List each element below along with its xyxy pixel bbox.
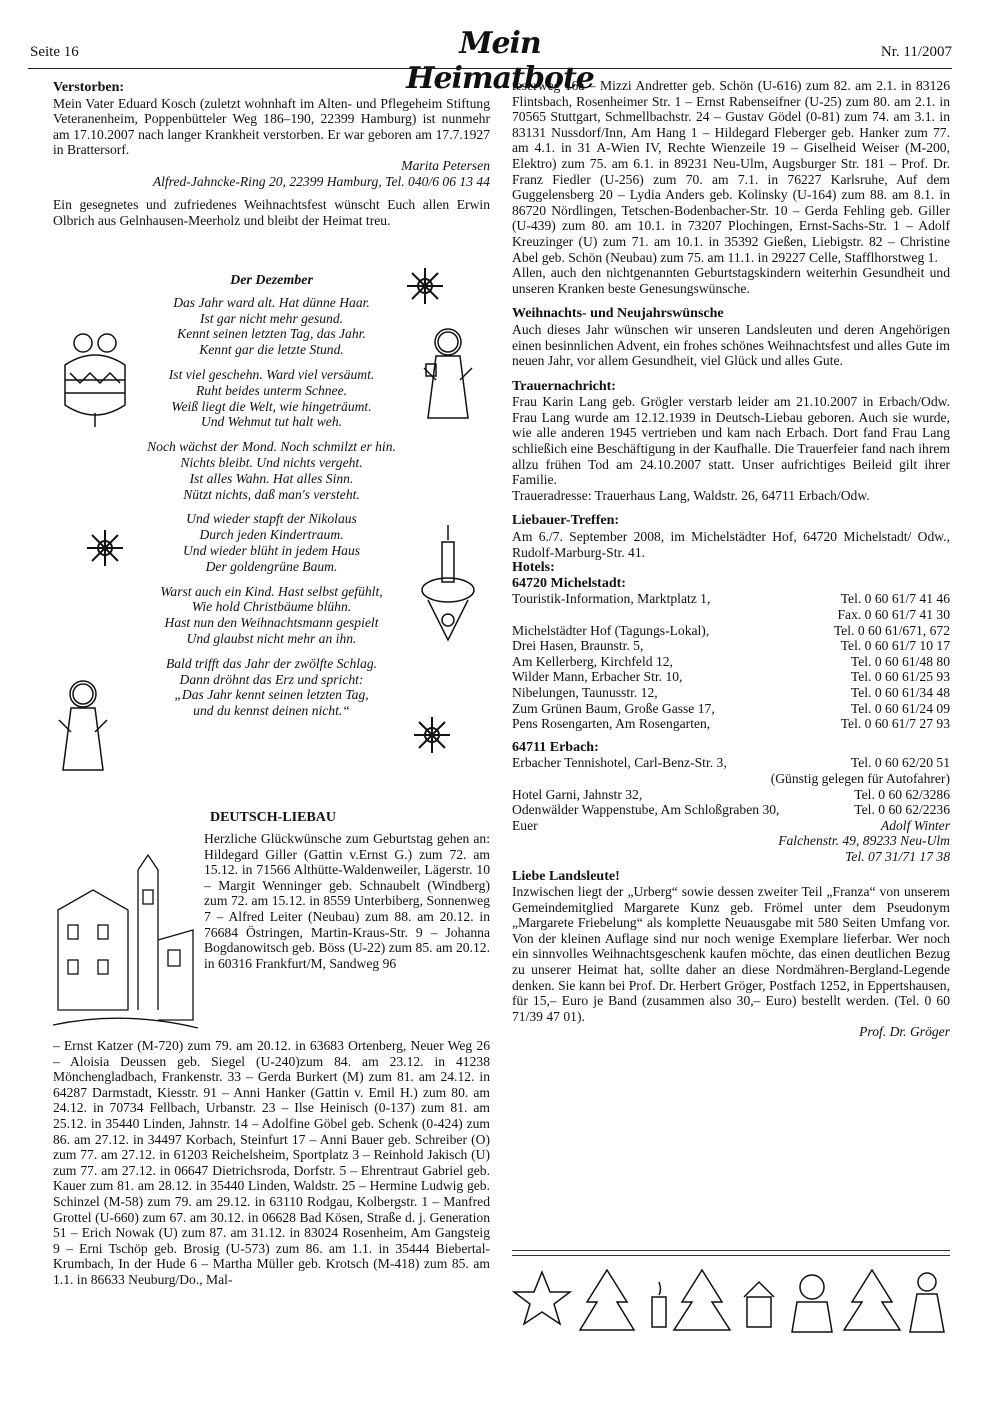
hotel-name: Michelstädter Hof (Tagungs-Lokal), [512,622,710,638]
hotel-name: Pens Rosengarten, Am Rosengarten, [512,716,711,732]
snowflake-icon-3 [412,715,452,755]
verstorben-text: Mein Vater Eduard Kosch (zuletzt wohnhaft im Alten- und Pflegeheim Stiftung Veteranenheim, Poppenbütteler Weg 186–190, 22399 Hamburg) ist nunmehr am 17.10.2007 nach langer Krankheit verstorben. Er war geboren am 17.7.1927 in Brattersorf. [53,95,490,158]
signature-name: Marita Petersen [401,157,490,173]
poem-line: „Das Jahr kennt seinen letzten Tag, [174,687,369,703]
erbach-hotel-list [512,755,950,833]
issue-number: Nr. 11/2007 [880,44,952,60]
poem-line: Das Jahr ward alt. Hat dünne Haar. [173,294,370,310]
treffen-heading: Liebauer-Treffen: [512,513,620,529]
hotel-name: Touristik-Information, Marktplatz 1, [512,591,711,607]
liebe-text: Inzwischen liegt der „Urberg“ sowie dessen zweiter Teil „Franza“ von unserem Gemeindemitglied Margarete Kunz geb. Frömel unter dem Pseudonym „Margarete Friebelung“ als komplette Neuausgabe mit 580 Seiten Umfang vor. Von der kleinen Auflage sind nur noch wenige Exemplare lieferbar. Wer noch ein sinnvolles Weihnachtsgeschenk kaufen möchte, das einen deutlichen Bezug zu unserer Heimat hat, sollte daher an diese Nordmähren-Bergland-Legende denken. Sie kann bei Prof. Dr. Herbert Gröger, Postfach 1252, in Eppertshausen, für 15,– Euro je Band (zusammen also 30,– Euro) bestellt werden. (Tel. 0 60 71/39 47 01). [512,884,950,1024]
hotel-name: Am Kellerberg, Kirchfeld 12, [512,653,673,669]
greeting-text: Ein gesegnetes und zufriedenes Weihnachtsfest wünscht Euch allen Erwin Olbrich aus Gelnhausen-Meerholz und bleibt der Heimat treu. [53,197,490,228]
page-number: Seite 16 [30,44,79,60]
poem-line: Dann dröhnt das Erz und spricht: [179,671,364,687]
hotel-row [512,654,950,670]
hotel-row [512,638,950,654]
poem-line: und du kennst deinen nicht.“ [193,703,350,719]
winter-phone: Tel. 07 31/71 17 38 [845,848,950,864]
poem-line: Und wieder stapft der Nikolaus [186,511,357,527]
hotel-row [512,787,950,803]
poem-line: Und glaubst nicht mehr an ihn. [186,630,357,646]
erbach-heading: 64711 Erbach: [512,739,599,755]
poem-line: Ruht beides unterm Schnee. [196,382,347,398]
divider-line-2 [512,1255,950,1256]
poem-line: Ist gar nicht mehr gesund. [199,310,344,326]
hotel-phone: Tel. 0 60 62/2236 [854,802,950,818]
hotel-row [512,607,950,623]
snowflake-icon [405,266,445,306]
candle-wreath-icon [418,520,478,650]
poem-line: Warst auch ein Kind. Hast selbst gefühlt, [160,583,383,599]
angel-icon-2 [55,680,115,780]
hotel-phone: Tel. 0 60 61/24 09 [850,700,950,716]
winter-address: Falchenstr. 49, 89233 Neu-Ulm [778,833,950,849]
poem-line: Nichts bleibt. Und nichts vergeht. [180,454,363,470]
hotel-name: Nibelungen, Taunusstr. 12, [512,684,658,700]
signature-address: Alfred-Jahncke-Ring 20, 22399 Hamburg, Tel. 040/6 06 13 44 [152,173,490,189]
liebe-signature: Prof. Dr. Gröger [859,1024,950,1040]
poem-line: Durch jeden Kindertraum. [199,527,344,543]
hotel-row [512,701,950,717]
liebe-heading: Liebe Landsleute! [512,868,620,884]
poem-title: Der Dezember [230,273,313,288]
birthday-list-cont: teserweg 16a – Mizzi Andretter geb. Schön (U-616) zum 82. am 2.1. in 83126 Flintsbach, Rosenheimer Str. 1 – Ernst Rabenseifner (U-25) zum 80. am 2.1. in 70565 Stuttgart, Schmellbachstr. 24 – Gustav Gödel (0-81) zum 74. am 3.1. in 83131 Nussdorf/Inn, Am Hang 1 – Hildegard Fleberger geb. Hanker zum 77. am 4.1. in 31 A-Wien IV, Rechte Wienzeile 19 – Giselheid Weiser (M-200, Elektro) zum 75. am 6.1. in 89231 Neu-Ulm, Augsburger Str. 181 – Prof. Dr. Franz Fiedler (U-256) zum 70. am 7.1. in 76227 Karlsruhe, Auf dem Guggelensberg 20 – Lydia Anders geb. Kolinsky (U-164) zum 88. am 8.1. in 86720 Nördlingen, Tetschen-Bodenbacher-Str. 10 – Gerda Fehling geb. Giller (U-439) zum 80. am 10.1. in 73207 Plochingen, Ernst-Sachs-Str. 1 – Adolf Kreuzinger (U) zum 71. am 10.1. in 35392 Gießen, Liebigstr. 82 – Christine Abel geb. Schön (Neubau) zum 75. am 11.1. in 29227 Celle, Stafflhorstweg 1. [512,78,950,265]
divider-line [512,1250,950,1251]
poem-line: Noch wächst der Mond. Noch schmilzt er hin. [147,439,396,455]
hotel-phone: Tel. 0 60 61/7 41 46 [840,591,950,607]
hotel-phone: (Günstig gelegen für Autofahrer) [770,770,950,786]
wishes-text: Auch dieses Jahr wünschen wir unseren Landsleuten und deren Angehörigen einen besinnlichen Advent, ein frohes schönes Weihnachtsfest und alles Gute im neuen Jahr, vor allem Gesundheit, viel Glück und alles Gute. [512,321,950,369]
poem-line: Hast nun den Weihnachtsmann gespielt [164,615,379,631]
hotel-name: Drei Hasen, Braunstr. 5, [512,638,644,654]
hotel-phone: Tel. 0 60 61/34 48 [850,684,950,700]
hotel-phone: Tel. 0 60 61/48 80 [850,653,950,669]
hotel-phone: Tel. 0 60 62/3286 [854,786,950,802]
hotel-row [512,755,950,771]
birthday-list: – Ernst Katzer (M-720) zum 79. am 20.12. in 63683 Ortenberg, Neuer Weg 26 – Aloisia Deussen geb. Siegel (U-240)zum 84. am 23.12. in 41238 Mönchengladbach, Frankenstr. 33 – Gerda Burkert (M) zum 81. am 24.12. in 64287 Darmstadt, Kiesstr. 91 – Anni Hanker (Gattin v. Emil H.) zum 80. am 24.12. in 70734 Fellbach, Urbanstr. 23 – Ilse Heinisch (0-137) zum 81. am 25.12. in 35440 Linden, Jahnstr. 14 – Adolfine Göbel geb. Schenk (0-424) zum 86. am 27.12. in 34497 Korbach, Steinfurt 17 – Anni Bauer geb. Schreiber (O) zum 77. am 27.12. in 61203 Reichelsheim, Sportplatz 3 – Reinhold Jakisch (U) zum 77. am 27.12. in 06647 Dietrichsroda, Dorfstr. 5 – Ehrentraut Gabriel geb. Kauer zum 81. am 28.12. in 35440 Linden, Waldstr. 25 – Hermine Ludwig geb. Schinzel (M-58) zum 79. am 29.12. in 63110 Rodgau, Kolbergstr. 1 – Manfred Grottel (U-660) zum 67. am 30.12. in 06628 Bad Kösen, Straße d. j. Generation 51 – Erich Nowak (U) zum 87. am 31.12. in 83024 Rosenheim, Am Gangsteig 9 – Erni Tschöp geb. Brosig (U-573) zum 86. am 1.1. in 35444 Biebertal-Krumbach, In der Hude 6 – Martha Müller geb. Krotsch (M-418) zum 85. am 1.1. in 86633 Neuburg/Do., Mal- [53,1038,490,1287]
hotel-row [512,771,950,787]
poem-line: Kennt gar die letzte Stund. [199,342,344,358]
poem-line: Und Wehmut tut halt weh. [200,414,343,430]
verstorben-heading: Verstorben: [53,80,125,95]
poem-stanza [53,656,490,719]
christmas-border-illustration [512,1262,950,1342]
hotel-name: Wilder Mann, Erbacher Str. 10, [512,669,683,685]
poem-stanza [53,439,490,502]
hotel-row [512,802,950,818]
church-town-illustration [53,850,198,1030]
hotel-row [512,591,950,607]
hotel-row [512,716,950,732]
hotel-phone: Tel. 0 60 61/671, 672 [833,622,950,638]
poem-line: Kennt seinen letzten Tag, das Jahr. [177,326,366,342]
masthead-logo: Mein Heimatbote [406,26,594,96]
right-column [512,78,950,1040]
hotel-row [512,669,950,685]
hotel-phone: Tel. 0 60 61/7 10 17 [840,638,950,654]
hotel-row [512,818,950,834]
trauer-text: Frau Karin Lang geb. Grögler verstarb leider am 21.10.2007 in Erbach/Odw. Frau Lang wurde am 12.12.1939 in Deutsch-Liebau geboren. Auch sie wurde, wie alle anderen 1945 vertrieben und kam nach Erbach. Dort fand Frau Lang schließich eine Beschäftigung in der Kaufhalle. Die Trauerfeier fand nach ihrem allzu frühen Tod am 24.10.2007 statt. Unser aufrichtiges Beileid gilt ihrer Familie. [512,394,950,488]
ornament-bells-icon [55,325,135,430]
hotel-name: Odenwälder Wappenstube, Am Schloßgraben 30, [512,802,780,818]
angel-icon [420,328,480,428]
hotel-row [512,623,950,639]
hotel-name: Zum Grünen Baum, Große Gasse 17, [512,700,715,716]
hotel-phone: Tel. 0 60 61/7 27 93 [840,716,950,732]
michelstadt-heading: 64720 Michelstadt: [512,575,626,591]
hotel-phone: Tel. 0 60 62/20 51 [850,755,950,771]
snowflake-icon-2 [85,528,125,568]
header-rule [28,68,952,69]
trauer-address: Traueradresse: Trauerhaus Lang, Waldstr. 26, 64711 Erbach/Odw. [512,487,870,503]
treffen-text: Am 6./7. September 2008, im Michelstädter Hof, 64720 Michelstadt/ Odw., Rudolf-Marburg-Str. 41. [512,529,950,560]
hotels-heading: Hotels: [512,560,555,576]
hotel-row [512,685,950,701]
hotel-name: Hotel Garni, Jahnstr 32, [512,786,643,802]
hotel-phone: Fax. 0 60 61/7 41 30 [837,607,950,622]
birthday-intro: Herzliche Glückwünsche zum Geburtstag gehen an: Hildegard Giller (Gattin v.Ernst G.) zum 72. am 15.12. in 71566 Althütte-Waldenweiler, Lägerstr. 10 – Margit Wenninger geb. Schnaubelt (Windberg) zum 72. am 15.12. in 8559 Unterbiberg, Sonnenweg 7 – Alfred Leiter (Neubau) zum 88. am 20.12. in 76684 Östringen, Martin-Kraus-Str. 9 – Johanna Bogdanowitsch geb. Böss (U-22) zum 85. am 20.12. in 60316 Frankfurt/M, Sandweg 96 [204,831,490,971]
poem-line: Der goldengrüne Baum. [205,558,338,574]
poem-line: Ist alles Wahn. Hat alles Sinn. [189,470,354,486]
poem-line: Bald trifft das Jahr der zwölfte Schlag. [165,655,378,671]
poem-line: Nützt nichts, daß man's versteht. [183,486,360,502]
poem-line: Wie hold Christbäume blühn. [191,599,352,615]
hotel-name: Erbacher Tennishotel, Carl-Benz-Str. 3, [512,755,727,771]
michelstadt-hotel-list [512,591,950,731]
poem-line: Und wieder blüht in jedem Haus [182,542,361,558]
poem-line: Weiß liegt die Welt, wie hingeträumt. [171,398,372,414]
hotel-phone: Tel. 0 60 61/25 93 [850,669,950,685]
hotel-phone: Adolf Winter [880,817,950,833]
birthday-closing: Allen, auch den nichtgenannten Geburtstagskindern weiterhin Gesundheit und unseren Kranken beste Genesungswünsche. [512,265,950,296]
verstorben-section [53,80,490,228]
deutsch-liebau-heading: DEUTSCH-LIEBAU [209,810,337,825]
hotel-name: Euer [512,817,538,833]
wishes-heading: Weihnachts- und Neujahrswünsche [512,306,724,322]
trauer-heading: Trauernachricht: [512,378,616,394]
poem-line: Ist viel geschehn. Ward viel versäumt. [168,366,375,382]
